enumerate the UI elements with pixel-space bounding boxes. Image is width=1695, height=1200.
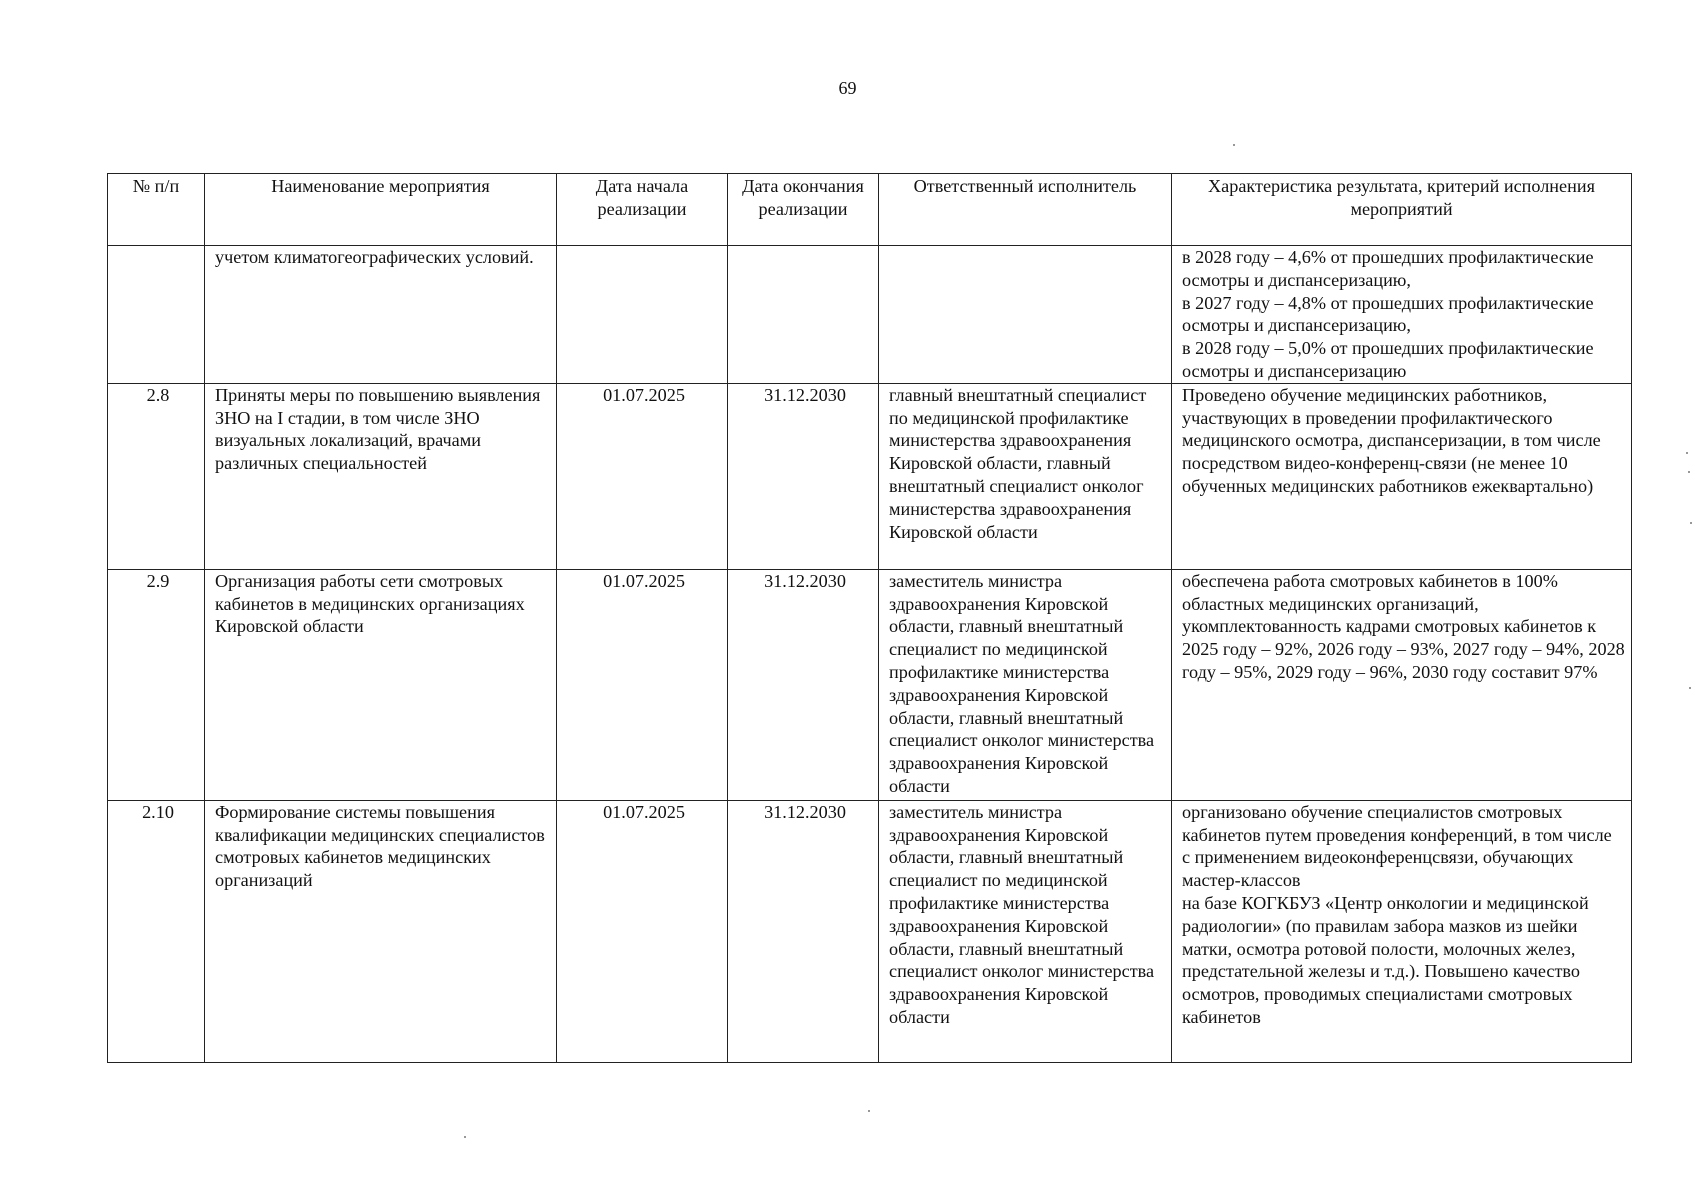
result-line: в 2028 году – 5,0% от прошедших профилактические осмотры и диспансеризацию (1182, 338, 1594, 381)
table-row (108, 800, 1632, 1062)
cell-result (1172, 569, 1632, 800)
cell-name: учетом климатогеографических условий. (205, 246, 557, 384)
cell-end-date: 31.12.2030 (728, 800, 879, 1062)
cell-executor (879, 246, 1172, 384)
cell-name: Приняты меры по повышению выявления ЗНО на I стадии, в том числе ЗНО визуальных локализаций, врачами различных специальностей (205, 383, 557, 569)
result-line: в 2027 году – 4,8% от прошедших профилактические осмотры и диспансеризацию, (1182, 292, 1594, 336)
header-num: № п/п (108, 174, 205, 246)
cell-num (108, 246, 205, 384)
cell-name: Формирование системы повышения квалификации медицинских специалистов смотровых кабинетов медицинских организаций (205, 800, 557, 1062)
scan-speck (1688, 471, 1690, 473)
cell-end-date (728, 246, 879, 384)
cell-start-date: 01.07.2025 (557, 383, 728, 569)
activities-table (107, 173, 1632, 1063)
scan-speck (1690, 522, 1692, 524)
result-line: Проведено обучение медицинских работников, участвующих в проведении профилактического медицинского осмотра, диспансеризации, в том числе посредством видео-конференц-связи (не менее 10 обученных медицинских работников ежеквартально) (1182, 384, 1601, 496)
cell-result (1172, 383, 1632, 569)
cell-result (1172, 246, 1632, 384)
scan-speck (1689, 687, 1691, 689)
result-line: на базе КОГКБУЗ «Центр онкологии и медицинской радиологии» (по правилам забора мазков из шейки матки, осмотра ротовой полости, молочных желез, предстательной железы и т.д.). Повышено качество осмотров, проводимых специалистами смотровых кабинетов (1182, 892, 1589, 1027)
scan-speck (1686, 452, 1688, 454)
result-line: в 2028 году – 4,6% от прошедших профилактические осмотры и диспансеризацию, (1182, 247, 1594, 290)
table-row (108, 383, 1632, 569)
result-line: с применением видеоконференцсвязи, обучающих мастер-классов (1182, 847, 1574, 891)
header-name: Наименование мероприятия (205, 174, 557, 246)
cell-num: 2.8 (108, 383, 205, 569)
result-line: обеспечена работа смотровых кабинетов в 100% областных медицинских организаций, укомплектованность кадрами смотровых кабинетов к 2025 году – 92%, 2026 году – 93%, 2027 году – 94%, 2028 году – 95%, 2029 году – 96%, 2030 году составит 97% (1182, 570, 1625, 682)
cell-start-date: 01.07.2025 (557, 569, 728, 800)
cell-executor: главный внештатный специалист по медицинской профилактике министерства здравоохранения Кировской области, главный внештатный специалист онколог министерства здравоохранения Кировской области (879, 383, 1172, 569)
scan-speck (868, 1110, 870, 1112)
cell-num: 2.9 (108, 569, 205, 800)
scan-speck (464, 1136, 466, 1138)
header-start-date: Дата начала реализации (557, 174, 728, 246)
table-header-row (108, 174, 1632, 246)
scan-speck (1233, 144, 1235, 146)
cell-end-date: 31.12.2030 (728, 383, 879, 569)
table-row (108, 569, 1632, 800)
cell-start-date (557, 246, 728, 384)
cell-result (1172, 800, 1632, 1062)
cell-name: Организация работы сети смотровых кабинетов в медицинских организациях Кировской области (205, 569, 557, 800)
cell-start-date: 01.07.2025 (557, 800, 728, 1062)
header-result: Характеристика результата, критерий исполнения мероприятий (1172, 174, 1632, 246)
cell-executor: заместитель министра здравоохранения Кировской области, главный внештатный специалист по медицинской профилактике министерства здравоохранения Кировской области, главный внештатный специалист онколог министерства здравоохранения Кировской области (879, 569, 1172, 800)
header-executor: Ответственный исполнитель (879, 174, 1172, 246)
result-line: организовано обучение специалистов смотровых кабинетов путем проведения конференций, в том числе (1182, 801, 1612, 845)
cell-executor: заместитель министра здравоохранения Кировской области, главный внештатный специалист по медицинской профилактике министерства здравоохранения Кировской области, главный внештатный специалист онколог министерства здравоохранения Кировской области (879, 800, 1172, 1062)
cell-end-date: 31.12.2030 (728, 569, 879, 800)
cell-num: 2.10 (108, 800, 205, 1062)
header-end-date: Дата окончания реализации (728, 174, 879, 246)
table-row (108, 246, 1632, 384)
page-number: 69 (838, 78, 857, 98)
